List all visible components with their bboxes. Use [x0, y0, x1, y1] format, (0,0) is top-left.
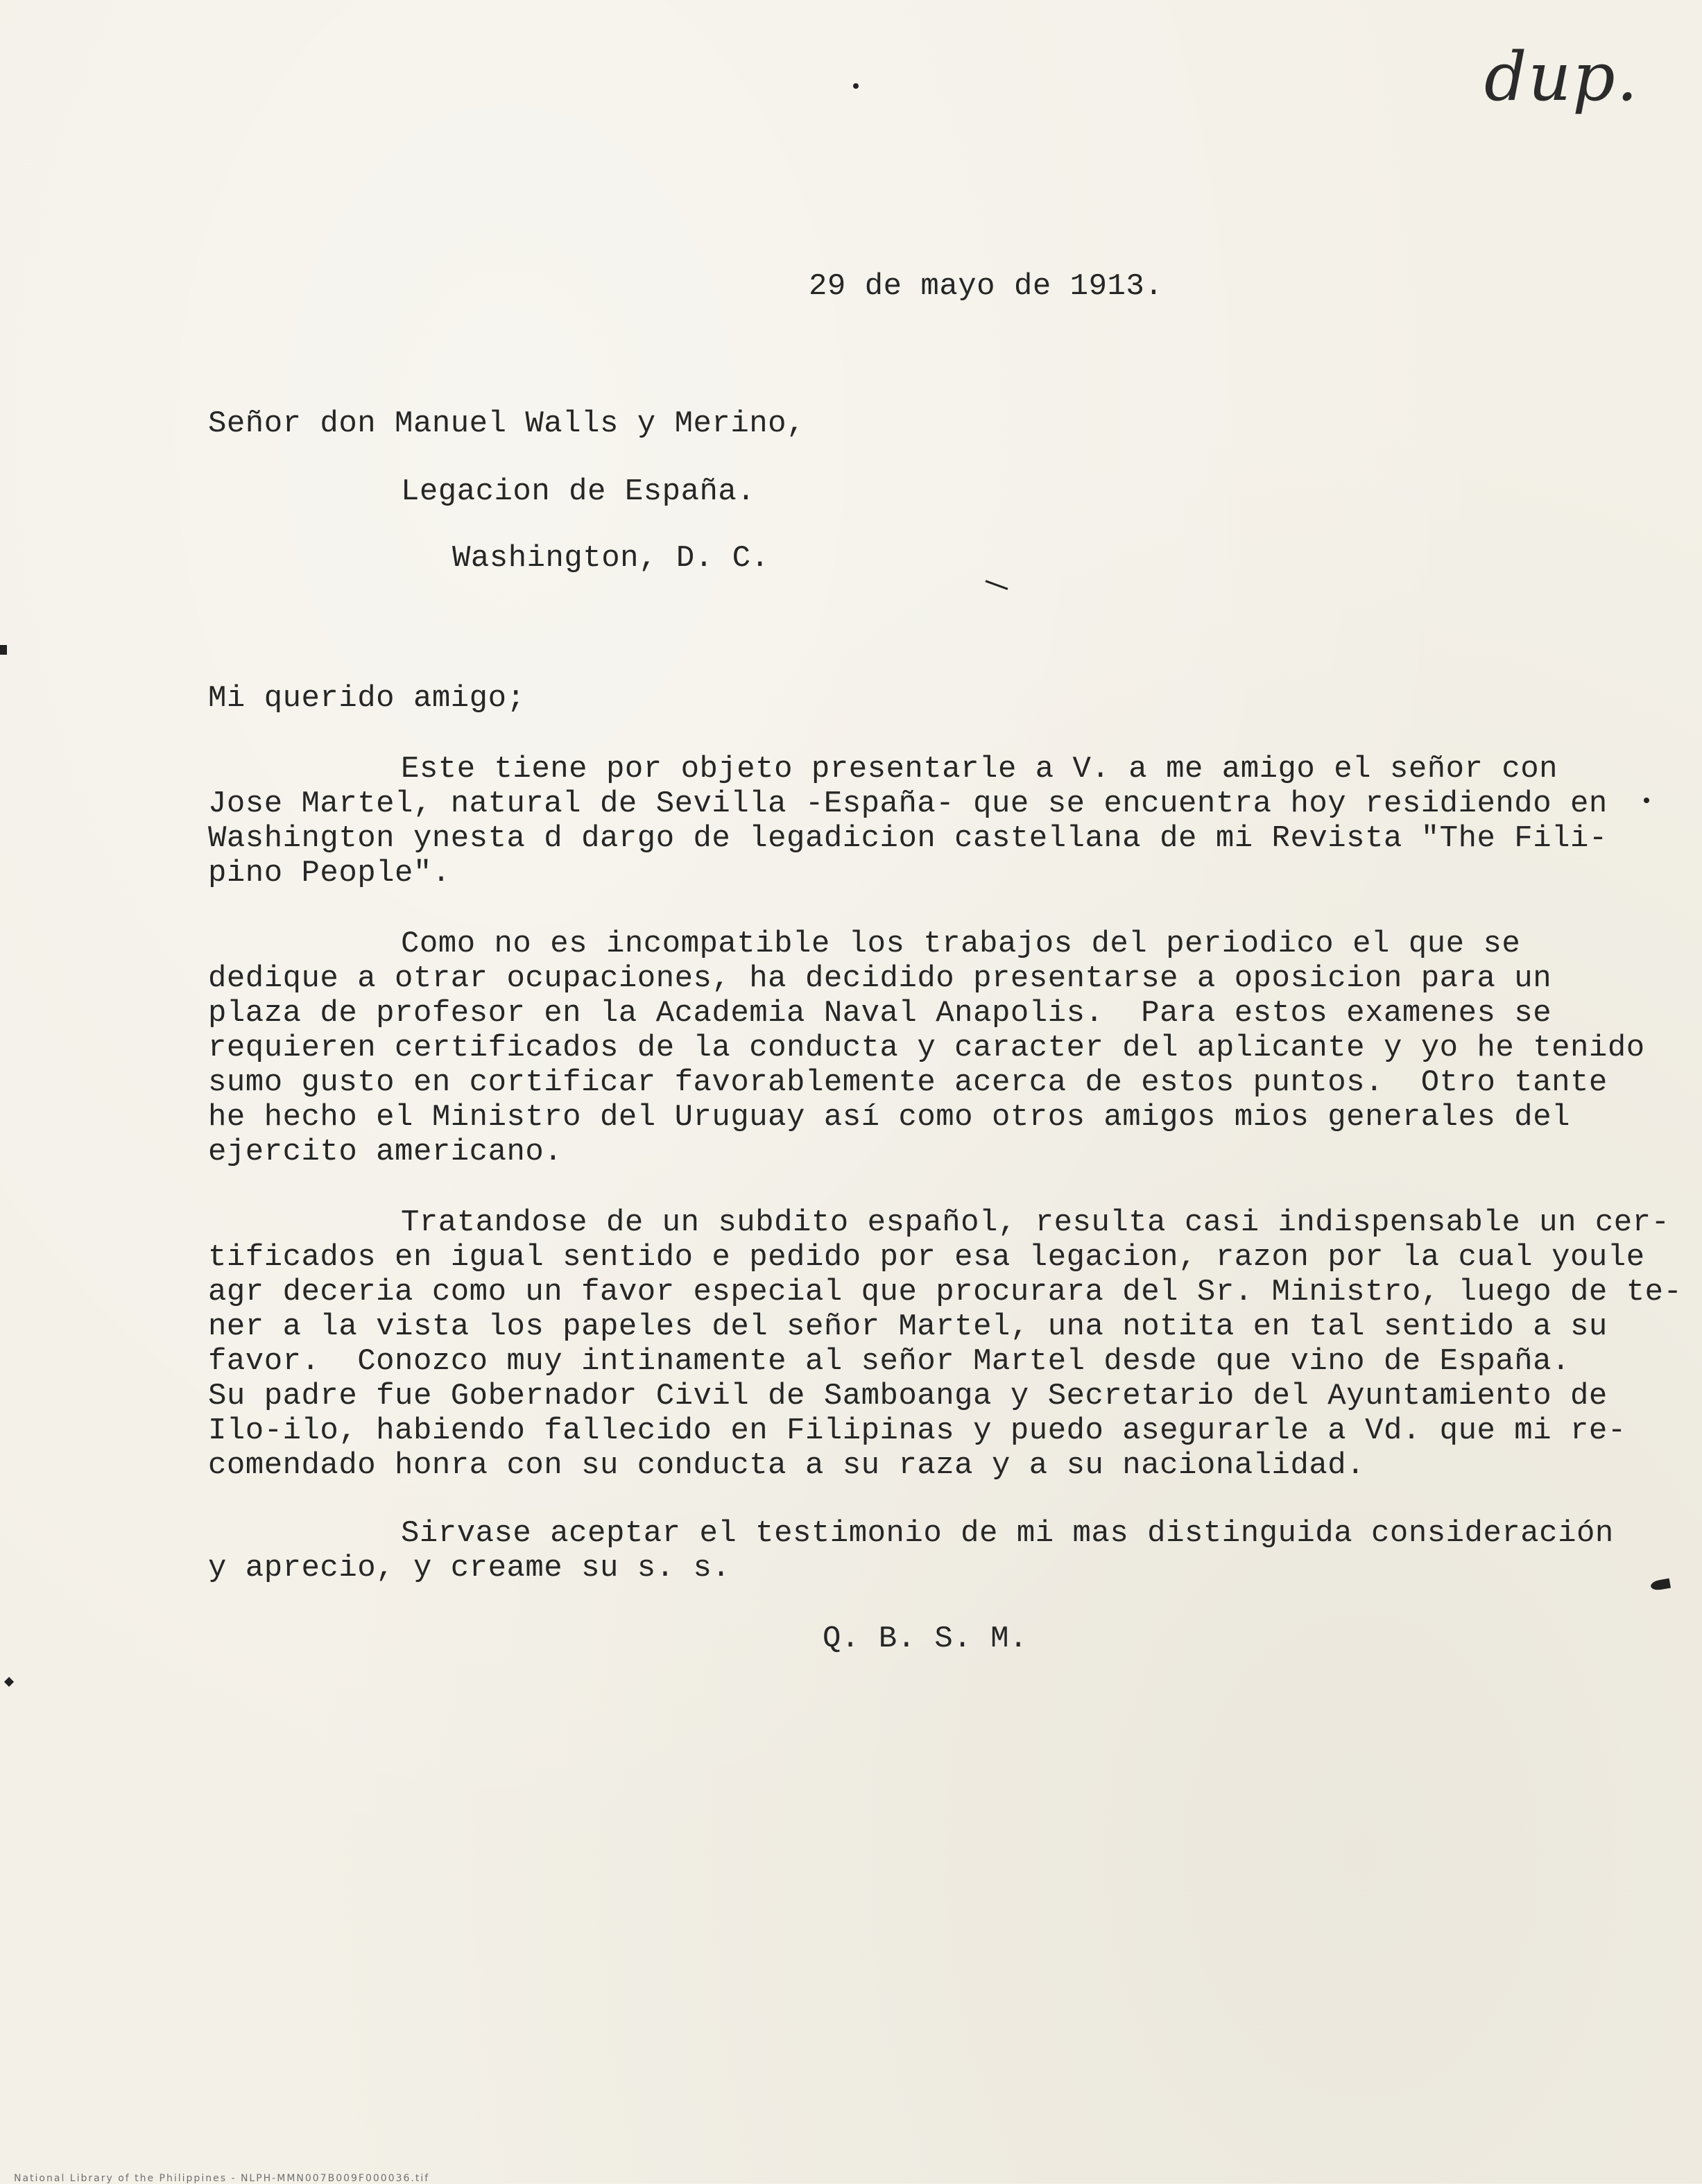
paragraph-line: sumo gusto en cortificar favorablemente acerca de estos puntos. Otro tante	[208, 1065, 1608, 1100]
paragraph-line: agr deceria como un favor especial que procurara del Sr. Ministro, luego de te-	[208, 1275, 1683, 1309]
paragraph-line: Sirvase aceptar el testimonio de mi mas distinguida consideración	[401, 1516, 1614, 1551]
recipient-city: Washington, D. C.	[452, 541, 770, 576]
ink-speck	[1644, 798, 1649, 803]
paragraph-4	[208, 1516, 1614, 1585]
paragraph-line: Jose Martel, natural de Sevilla -España- que se encuentra hoy residiendo en	[208, 786, 1608, 821]
paragraph-1	[208, 752, 1608, 891]
paragraph-line: ejercito americano.	[208, 1135, 563, 1169]
recipient-office: Legacion de España.	[401, 474, 756, 509]
archive-footer: National Library of the Philippines - NLPH-MMN007B009F000036.tif	[14, 2173, 430, 2184]
paragraph-line: Ilo-ilo, habiendo fallecido en Filipinas y puedo asegurarle a Vd. que mi re-	[208, 1413, 1626, 1448]
closing: Q. B. S. M.	[823, 1622, 1028, 1656]
paragraph-line: comendado honra con su conducta a su raza y a su nacionalidad.	[208, 1448, 1366, 1483]
paragraph-2	[208, 927, 1645, 1169]
margin-mark	[986, 580, 1008, 590]
margin-mark	[1650, 1579, 1671, 1592]
margin-mark	[0, 645, 7, 655]
paragraph-line: Washington ynesta d dargo de legadicion castellana de mi Revista "The Fili-	[208, 821, 1608, 856]
paragraph-line: tificados en igual sentido e pedido por esa legacion, razon por la cual youle	[208, 1240, 1645, 1275]
salutation: Mi querido amigo;	[208, 681, 526, 716]
paragraph-line: requieren certificados de la conducta y caracter del aplicante y yo he tenido	[208, 1031, 1645, 1065]
margin-mark	[4, 1677, 14, 1687]
ink-speck	[853, 83, 859, 89]
paragraph-line: pino People".	[208, 856, 451, 891]
paragraph-3	[208, 1205, 1683, 1483]
paragraph-line: plaza de profesor en la Academia Naval Anapolis. Para estos examenes se	[208, 996, 1552, 1031]
paragraph-line: he hecho el Ministro del Uruguay así como otros amigos mios generales del	[208, 1100, 1571, 1135]
paragraph-line: Tratandose de un subdito español, resulta casi indispensable un cer-	[401, 1205, 1670, 1240]
paragraph-line: Este tiene por objeto presentarle a V. a me amigo el señor con	[401, 752, 1558, 786]
paragraph-line: y aprecio, y creame su s. s.	[208, 1551, 731, 1585]
paragraph-line: ner a la vista los papeles del señor Martel, una notita en tal sentido a su	[208, 1309, 1608, 1344]
paragraph-line: favor. Conozco muy intinamente al señor Martel desde que vino de España.	[208, 1344, 1571, 1379]
paragraph-line: Su padre fue Gobernador Civil de Samboanga y Secretario del Ayuntamiento de	[208, 1379, 1608, 1413]
recipient-name: Señor don Manuel Walls y Merino,	[208, 406, 805, 441]
paragraph-line: Como no es incompatible los trabajos del periodico el que se	[401, 927, 1521, 961]
paragraph-line: dedique a otrar ocupaciones, ha decidido presentarse a oposicion para un	[208, 961, 1552, 996]
handwritten-annotation: dup.	[1484, 38, 1640, 116]
letter-date: 29 de mayo de 1913.	[809, 269, 1164, 304]
